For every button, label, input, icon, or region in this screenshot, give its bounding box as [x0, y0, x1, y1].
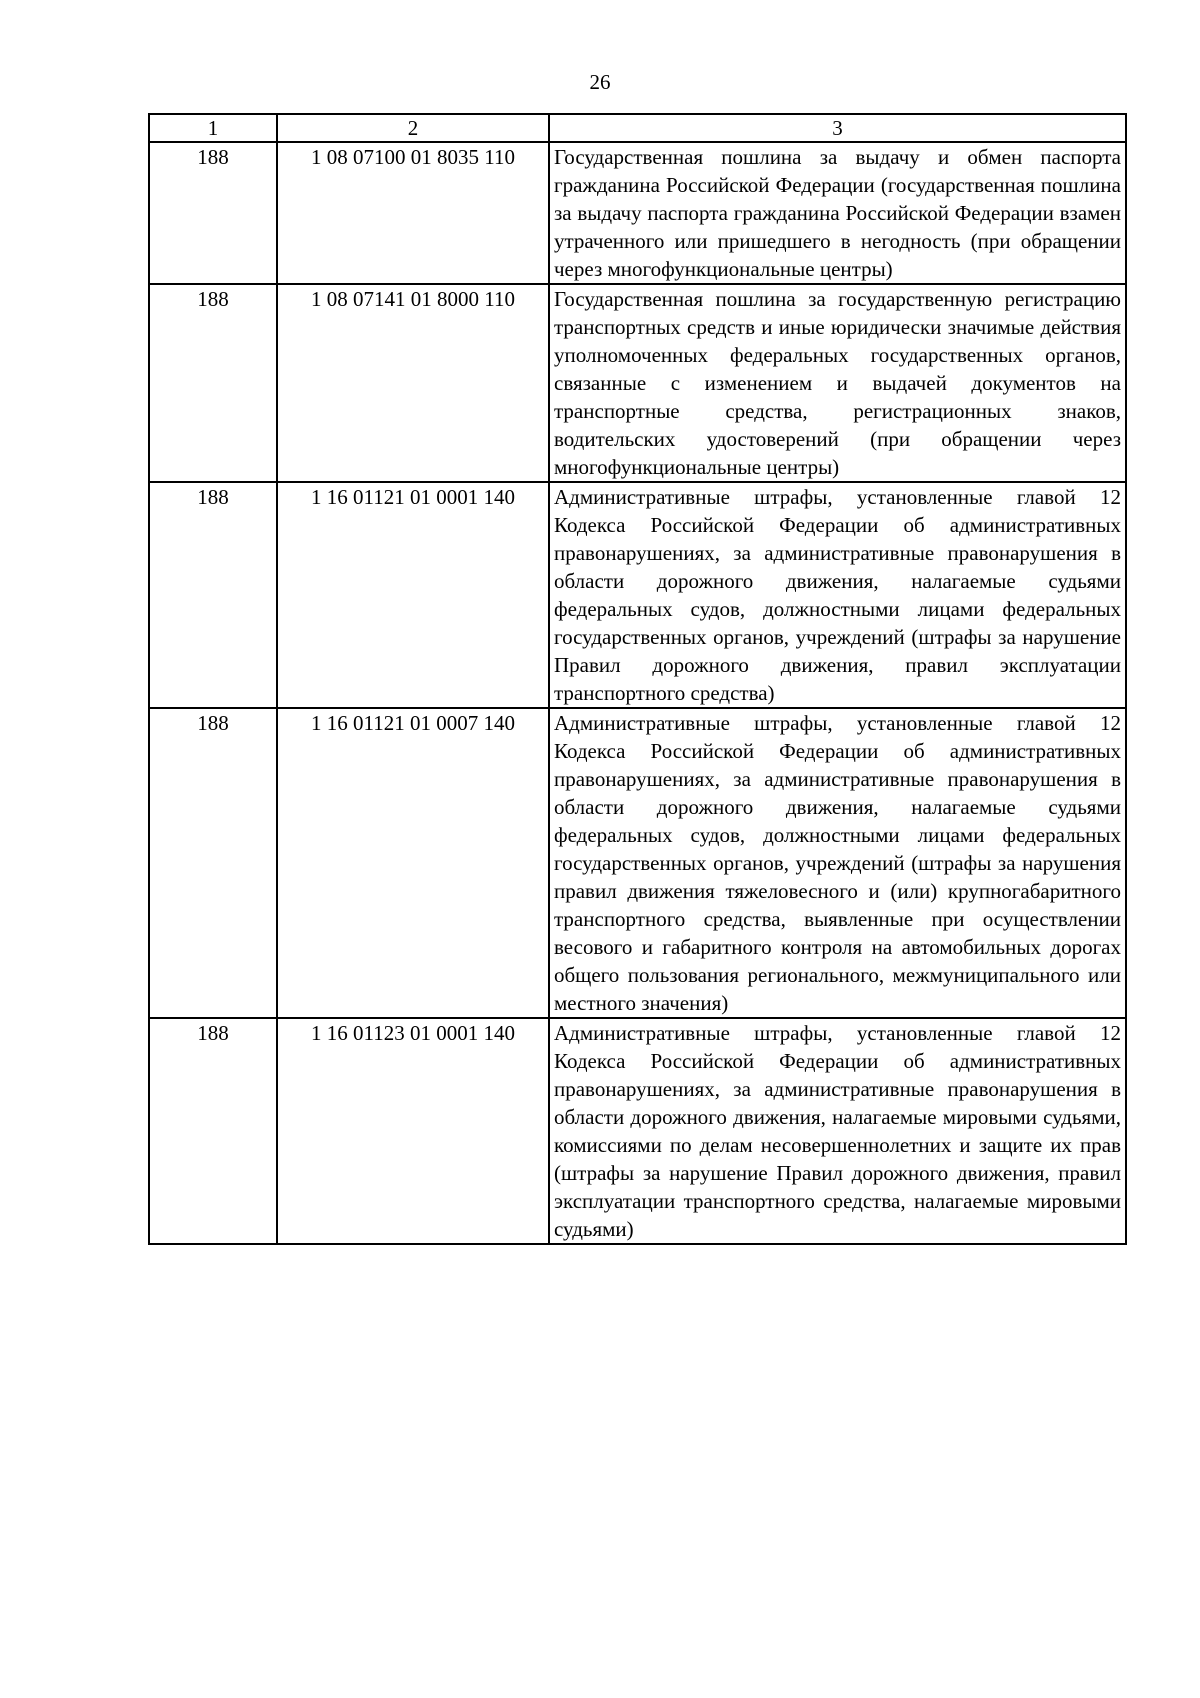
admin-code-cell: 188	[149, 284, 277, 482]
table-row	[149, 482, 1126, 708]
table-header-row	[149, 114, 1126, 142]
description-cell: Государственная пошлина за государственную регистрацию транспортных средств и иные юридически значимые действия уполномоченных федеральных государственных органов, связанные с изменением и выдачей документов на транспортные средства, регистрационных знаков, водительских удостоверений (при обращении через многофункциональные центры)	[549, 284, 1126, 482]
table-row	[149, 142, 1126, 284]
table-row	[149, 1018, 1126, 1244]
table-row	[149, 708, 1126, 1018]
kbk-code-cell: 1 08 07141 01 8000 110	[277, 284, 549, 482]
column-header-2: 2	[277, 114, 549, 142]
kbk-code-cell: 1 08 07100 01 8035 110	[277, 142, 549, 284]
column-header-1: 1	[149, 114, 277, 142]
budget-classification-table	[148, 113, 1127, 1245]
admin-code-cell: 188	[149, 1018, 277, 1244]
kbk-code-cell: 1 16 01121 01 0001 140	[277, 482, 549, 708]
admin-code-cell: 188	[149, 142, 277, 284]
admin-code-cell: 188	[149, 482, 277, 708]
column-header-3: 3	[549, 114, 1126, 142]
kbk-code-cell: 1 16 01121 01 0007 140	[277, 708, 549, 1018]
description-cell: Административные штрафы, установленные главой 12 Кодекса Российской Федерации об административных правонарушениях, за административные правонарушения в области дорожного движения, налагаемые судьями федеральных судов, должностными лицами федеральных государственных органов, учреждений (штрафы за нарушение Правил дорожного движения, правил эксплуатации транспортного средства)	[549, 482, 1126, 708]
page-number: 26	[589, 70, 611, 94]
admin-code-cell: 188	[149, 708, 277, 1018]
description-cell: Административные штрафы, установленные главой 12 Кодекса Российской Федерации об административных правонарушениях, за административные правонарушения в области дорожного движения, налагаемые мировыми судьями, комиссиями по делам несовершеннолетних и защите их прав (штрафы за нарушение Правил дорожного движения, правил эксплуатации транспортного средства, налагаемые мировыми судьями)	[549, 1018, 1126, 1244]
description-cell: Государственная пошлина за выдачу и обмен паспорта гражданина Российской Федерации (государственная пошлина за выдачу паспорта гражданина Российской Федерации взамен утраченного или пришедшего в негодность (при обращении через многофункциональные центры)	[549, 142, 1126, 284]
kbk-code-cell: 1 16 01123 01 0001 140	[277, 1018, 549, 1244]
table-row	[149, 284, 1126, 482]
description-cell: Административные штрафы, установленные главой 12 Кодекса Российской Федерации об административных правонарушениях, за административные правонарушения в области дорожного движения, налагаемые судьями федеральных судов, должностными лицами федеральных государственных органов, учреждений (штрафы за нарушения правил движения тяжеловесного и (или) крупногабаритного транспортного средства, выявленные при осуществлении весового и габаритного контроля на автомобильных дорогах общего пользования регионального, межмуниципального или местного значения)	[549, 708, 1126, 1018]
